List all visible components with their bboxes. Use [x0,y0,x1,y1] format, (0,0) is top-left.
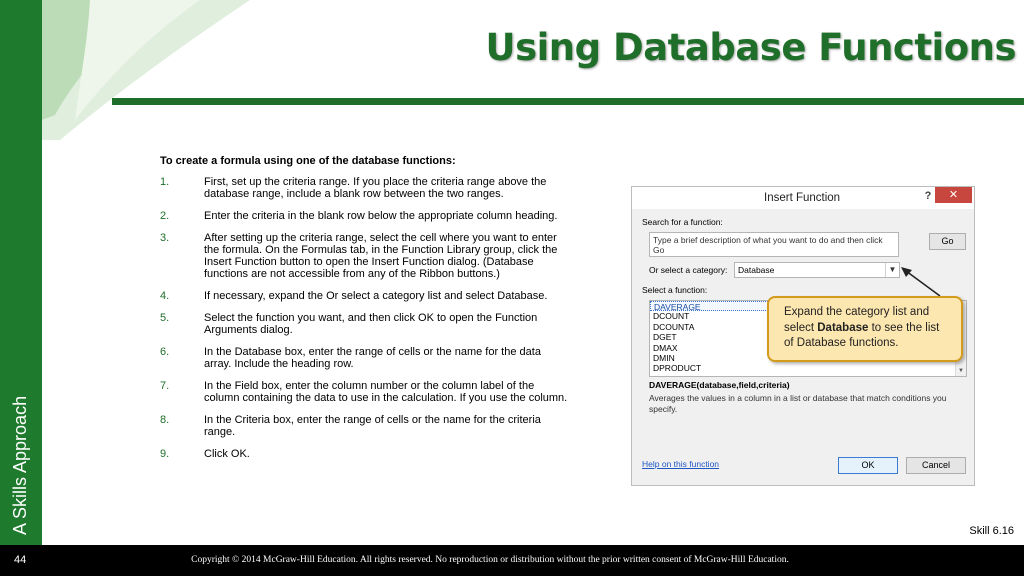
list-item[interactable]: DPRODUCT [653,363,702,374]
step-text: In the Field box, enter the column number or the column label of the column containing the data to use in the calculation. If you use the column. [204,380,568,404]
step-number: 9. [160,448,170,460]
step-number: 6. [160,346,170,358]
select-function-label: Select a function: [642,285,708,295]
scroll-down-icon[interactable]: ▼ [958,368,964,374]
step-text: In the Database box, enter the range of cells or the name for the data array. Include the heading row. [204,346,541,370]
copyright-text: Copyright © 2014 McGraw-Hill Education. All rights reserved. No reproduction or distribution without the prior written consent of McGraw-Hill Education. [191,555,789,565]
step-text: In the Criteria box, enter the range of cells or the name for the criteria range. [204,414,541,438]
dialog-title: Insert Function [764,192,841,204]
list-item[interactable]: DAVERAGE [650,301,966,311]
list-item[interactable]: DCOUNTA [653,321,695,332]
callout-box [767,296,963,362]
skill-label: Skill 6.16 [969,525,1014,537]
side-label: A Skills Approach [10,395,30,535]
step-number: 4. [160,290,170,302]
chevron-down-icon[interactable]: ▼ [885,263,899,277]
list-item[interactable]: DGET [653,332,677,343]
category-value: Database [738,265,775,275]
step-text: First, set up the criteria range. If you place the criteria range above the database range, include a blank row between the two ranges. [204,176,547,200]
page-number: 44 [14,554,27,566]
step-number: 5. [160,312,170,324]
list-item[interactable]: DCOUNT [653,311,690,322]
go-button[interactable]: Go [929,233,966,250]
cancel-button[interactable]: Cancel [906,457,966,474]
step-text: If necessary, expand the Or select a category list and select Database. [204,290,548,302]
category-label: Or select a category: [649,265,728,275]
step-number: 2. [160,210,170,222]
list-item[interactable]: DMIN [653,352,675,363]
footer [0,545,1024,576]
page-title: Using Database Functions [485,26,1016,69]
step-text: Click OK. [204,448,250,460]
step-number: 8. [160,414,170,426]
function-syntax: DAVERAGE(database,field,criteria) [649,380,790,390]
callout-text: Expand the category list and select [784,306,930,334]
search-input[interactable]: Type a brief description of what you want to do and then click Go [649,232,899,257]
help-icon[interactable]: ? [924,190,932,202]
list-item[interactable]: DMAX [653,342,678,353]
step-text: Select the function you want, and then click OK to open the Function Arguments dialog. [204,312,538,336]
callout-text-end: to see the list of Database functions. [784,321,940,349]
ok-button[interactable]: OK [838,457,898,474]
step-number: 7. [160,380,170,392]
step-text: After setting up the criteria range, select the cell where you want to enter the formula. On the Formulas tab, in the Function Library group, click the Insert Function button to open the Insert Function dialog. (Database functions are not accessible from any of the Ribbon buttons.) [204,232,558,280]
search-label: Search for a function: [642,217,723,227]
step-number: 3. [160,232,170,244]
callout-bold: Database [817,321,869,334]
help-link[interactable]: Help on this function [642,459,720,469]
close-icon[interactable]: ✕ [935,187,972,203]
instructions-intro: To create a formula using one of the database functions: [160,155,456,167]
step-text: Enter the criteria in the blank row below the appropriate column heading. [204,210,558,222]
step-number: 1. [160,176,170,188]
function-description: Averages the values in a column in a list or database that match conditions you specify. [649,393,947,414]
